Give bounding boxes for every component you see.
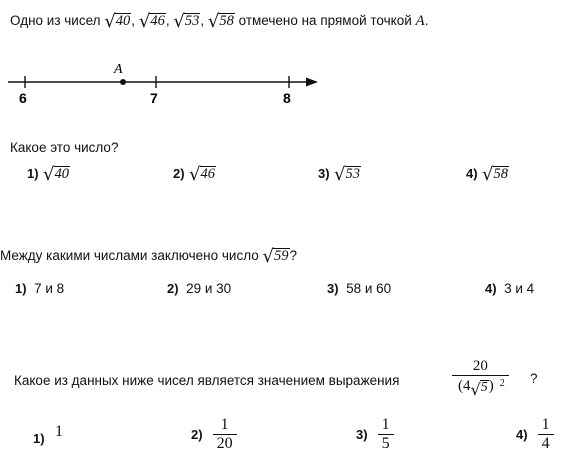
number-line-label-7: 7 <box>150 90 158 106</box>
q4-expr-power: 2 <box>499 378 505 389</box>
q4-question-end: ? <box>530 371 538 386</box>
q1-sqrt-46: √ 46 <box>138 11 165 32</box>
number-line-point-label: A <box>114 62 123 77</box>
q1-sqrt-40: √ 40 <box>104 11 131 32</box>
q1-point-name: A <box>415 13 425 29</box>
q3-option-4[interactable]: 4) 3 и 4 <box>485 281 535 296</box>
q1-sqrt-53: √ 53 <box>173 11 200 32</box>
number-line-label-8: 8 <box>283 90 291 106</box>
q3-option-1[interactable]: 1) 7 и 8 <box>15 281 65 296</box>
q2-question: Какое это число? <box>10 140 119 155</box>
q2-option-1[interactable]: 1) √ 40 <box>27 164 69 185</box>
q4-option-4[interactable]: 4) $\frac{1}{4}$ <box>516 416 554 454</box>
q4-expression: 20 (4 √ 5 ) $^2$ <box>452 358 509 396</box>
number-line-label-6: 6 <box>19 90 27 106</box>
q4-option-3[interactable]: 3) $\frac{1}{5}$ <box>356 416 394 454</box>
q1-prefix: Одно из чисел <box>10 13 101 28</box>
q3-sqrt-59: √ 59 <box>262 246 289 267</box>
q2-option-3[interactable]: 3) √ 53 <box>318 164 360 185</box>
q2-option-4[interactable]: 4) √ 58 <box>466 164 508 185</box>
number-line-point-a <box>120 79 126 85</box>
q3-option-2[interactable]: 2) 29 и 30 <box>167 281 232 296</box>
number-line <box>0 55 330 110</box>
q4-option-1[interactable]: $_{1)}$ 1 <box>33 423 64 446</box>
q1-suffix: отмечено на прямой точкой <box>238 13 412 28</box>
q4-question: Какое из данных ниже чисел является значением выражения <box>14 373 400 388</box>
q3-question: Между какими числами заключено число √ 59 ? <box>0 246 298 267</box>
q3-option-3[interactable]: 3) 58 и 60 <box>327 281 392 296</box>
q1-statement: Одно из чисел √ 40 , √ 46 , √ 53 , √ 58 отмечено на прямой точкой A. <box>10 11 429 32</box>
q4-expr-numerator: 20 <box>472 358 488 374</box>
number-line-arrow-icon <box>306 78 318 87</box>
q2-option-2[interactable]: 2) √ 46 <box>173 164 215 185</box>
q4-option-2[interactable]: 2) $\frac{1}{20}$ <box>191 416 237 454</box>
q1-sqrt-58: √ 58 <box>207 11 234 32</box>
